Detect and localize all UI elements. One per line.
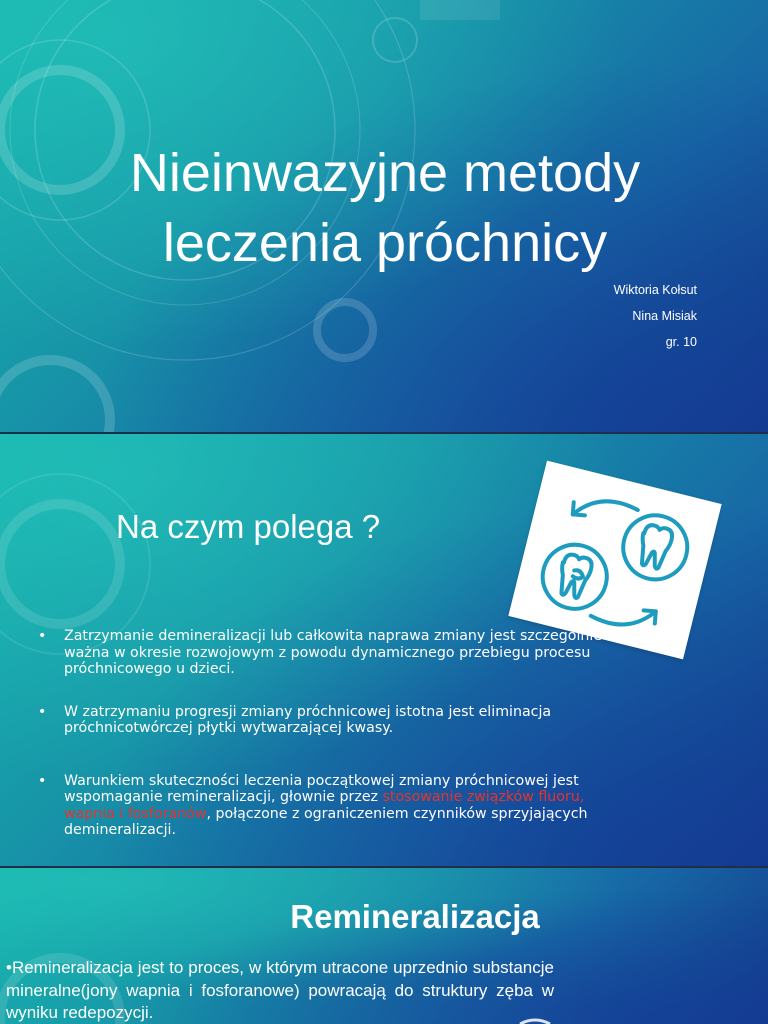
- bullet-symbol: •: [38, 772, 47, 789]
- author-name-1: Wiktoria Kołsut: [613, 283, 697, 297]
- bullet-text: Zatrzymanie demineralizacji lub całkowita naprawa zmiany jest szczególnie ważna w okresie rozwojowym z powodu dynamicznego przebiegu procesu próchnicowego u dzieci.: [64, 628, 603, 677]
- slide-title-heading: [60, 138, 710, 278]
- bullet-item: [38, 704, 608, 737]
- bullet-text: [64, 773, 588, 839]
- bullet-symbol: •: [38, 703, 47, 720]
- slide-heading: Remineralizacja: [290, 898, 540, 935]
- bullet-item: [38, 773, 608, 839]
- slide-remineralization: [0, 868, 768, 1024]
- slide-body-text: •Remineralizacja jest to proces, w którym utracone uprzednio substancje mineralne(jony wapnia i fosforanowe) powracają do struktury zęba w wyniku redepozycji.: [6, 958, 554, 1022]
- slide-title: [0, 0, 768, 432]
- bullet-text: W zatrzymaniu progresji zmiany próchnicowej istotna jest eliminacja próchnicotwórczej płytki wytwarzającej kwasy.: [64, 703, 552, 736]
- bullet-text-before: Warunkiem skuteczności leczenia początkowej zmiany próchnicowej jest wspomaganie remineralizacji, głownie przez: [64, 772, 579, 805]
- bullet-text-highlight: stosowanie związków fluoru, wapnia i fosforanów: [64, 789, 585, 822]
- group-number: gr. 10: [665, 335, 697, 349]
- slide-how-it-works: [0, 434, 768, 866]
- title-line-1: Nieinwazyjne metody: [129, 143, 641, 203]
- author-name-2: Nina Misiak: [632, 309, 697, 323]
- bullet-item: [38, 628, 608, 678]
- bullet-text-after: , połączone z ograniczeniem czynników sprzyjających demineralizacji.: [64, 805, 588, 838]
- slide-heading: Na czym polega ?: [116, 508, 381, 545]
- bullet-list: [38, 628, 608, 839]
- title-line-2: leczenia próchnicy: [162, 213, 608, 273]
- bullet-symbol: •: [38, 628, 47, 644]
